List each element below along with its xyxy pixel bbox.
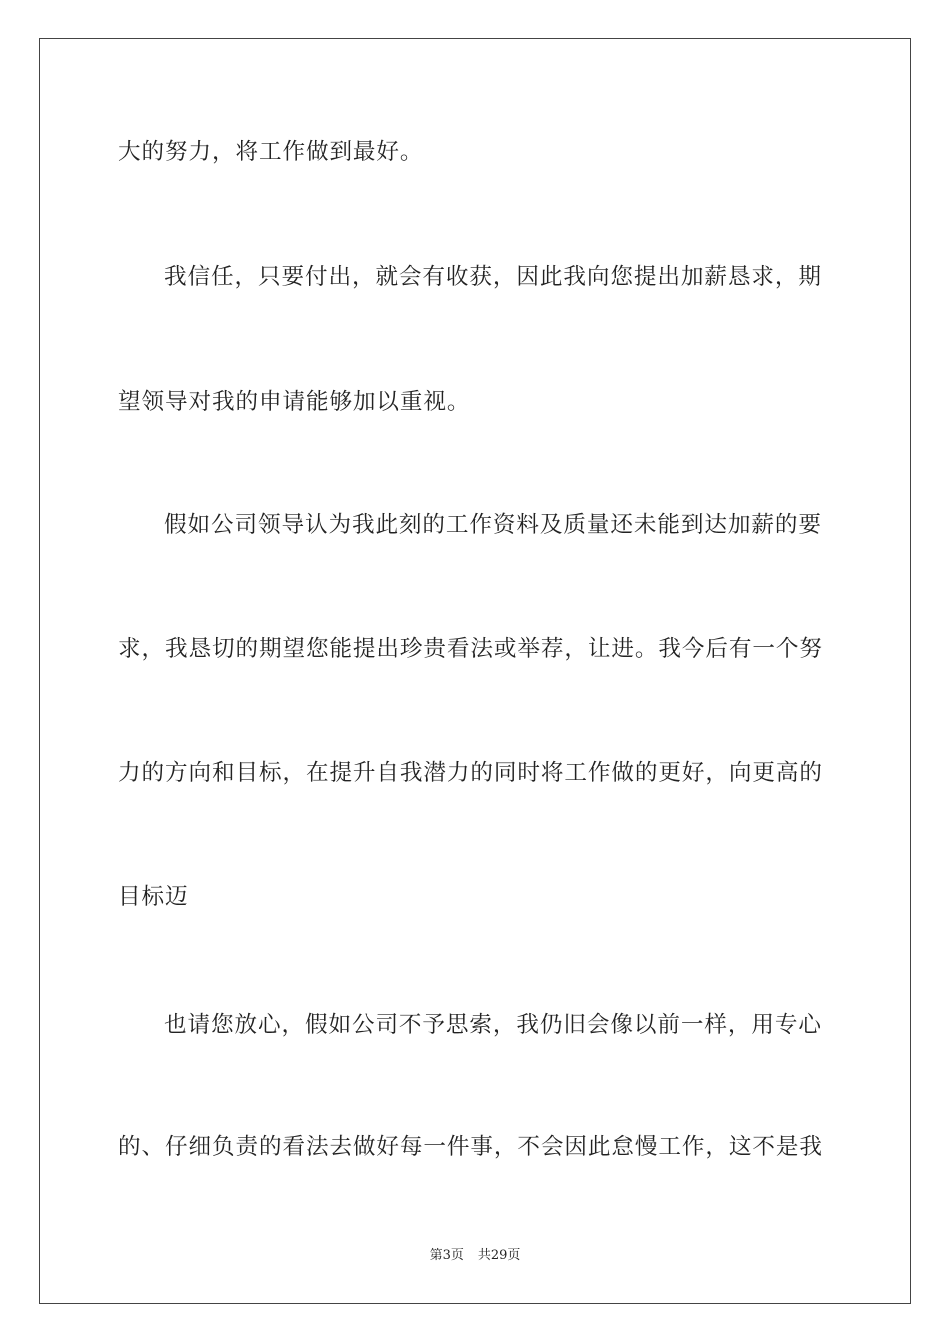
text-line: 的、仔细负责的看法去做好每一件事，不会因此怠慢工作，这不是我 xyxy=(118,1134,823,1160)
text-line: 目标迈 xyxy=(118,884,189,910)
text-line: 望领导对我的申请能够加以重视。 xyxy=(118,389,471,415)
paragraph-start-line: 我信任，只要付出，就会有收获，因此我向您提出加薪恳求，期 xyxy=(164,264,822,290)
text-line: 力的方向和目标，在提升自我潜力的同时将工作做的更好，向更高的 xyxy=(118,760,823,786)
paragraph-start-line: 假如公司领导认为我此刻的工作资料及质量还未能到达加薪的要 xyxy=(164,512,822,538)
page-footer xyxy=(0,1247,950,1265)
total-pages: 共29页 xyxy=(477,1248,521,1263)
page-number: 第3页 xyxy=(429,1248,464,1263)
page-border xyxy=(39,38,911,1304)
text-line: 大的努力，将工作做到最好。 xyxy=(118,139,424,165)
paragraph-start-line: 也请您放心，假如公司不予思索，我仍旧会像以前一样，用专心 xyxy=(164,1012,822,1038)
text-line: 求，我恳切的期望您能提出珍贵看法或举荐，让进。我今后有一个努 xyxy=(118,636,823,662)
